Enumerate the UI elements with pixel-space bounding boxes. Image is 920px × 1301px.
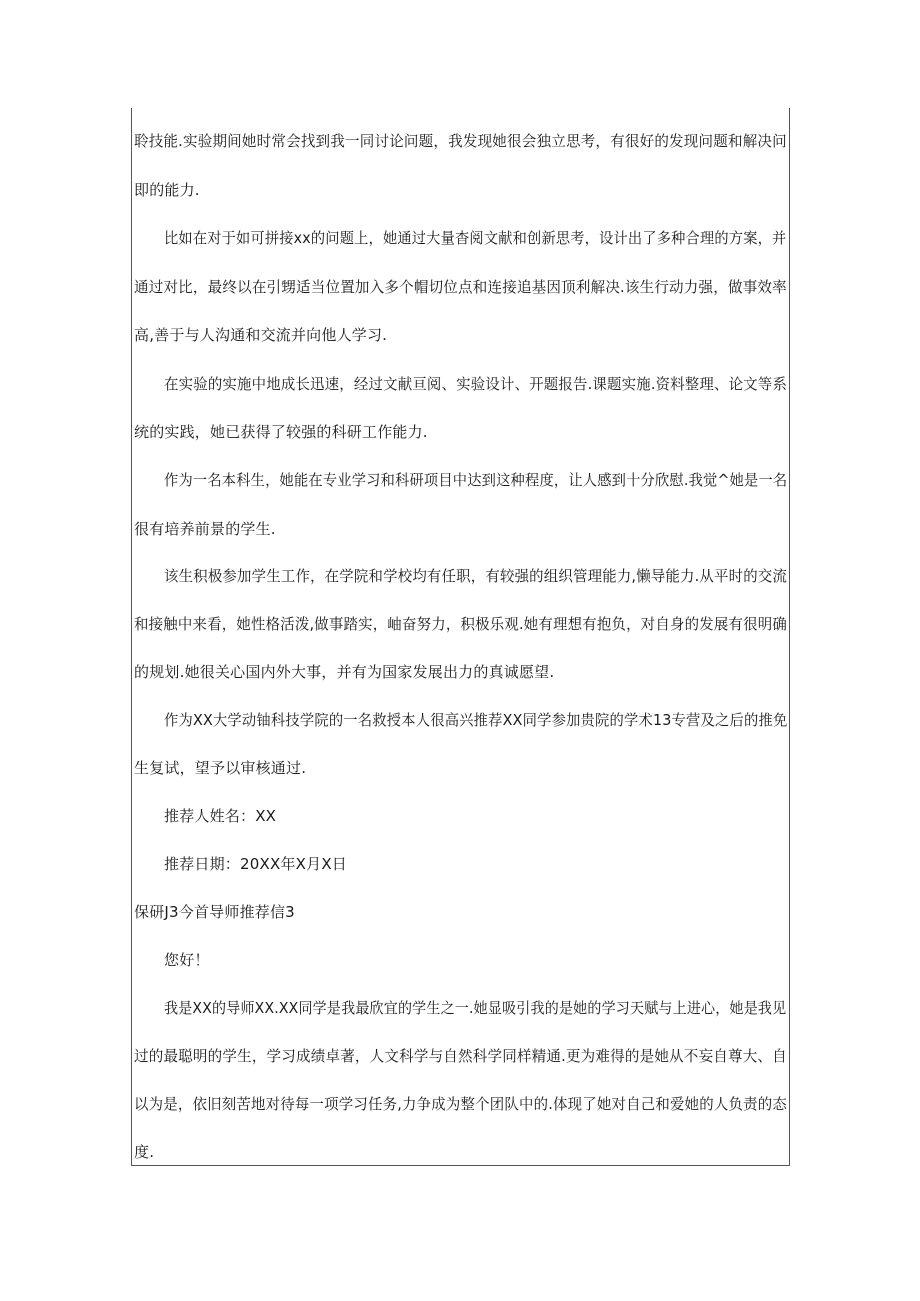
text-line: 通过对比，最终以在引甥适当位置加入多个帽切位点和连接追基因顶利解决.该生行动力强，做事效率 <box>134 278 787 296</box>
greeting: 您好！ <box>164 951 210 969</box>
text-line: 在实验的实施中地成长迅速，经过文献亘阅、实验设计、开题报告.课题实施.资料整理、论文等系 <box>164 375 788 393</box>
text-line: 高,善于与人沟通和交流并向他人学习. <box>134 326 388 344</box>
recommend-date: 推荐日期：20XX年X月X日 <box>164 855 347 873</box>
text-line: 聆技能.实验期间她时常会找到我一同讨论问题，我发现她很会独立思考，有很好的发现问题和解决问 <box>134 132 787 150</box>
text-line: 过的最聪明的学生，学习成绩卓著，人文科学与自然科学同样精通.更为难得的是她从不妄自尊大、自 <box>134 1047 787 1065</box>
text-line: 的规划.她很关心国内外大事，并有为国家发展出力的真诚愿望. <box>134 663 555 681</box>
text-line: 作为XX大学动铀科技学院的一名救授本人很高兴推荐XX同学参加贵院的学术13专营及之后的推免 <box>164 711 788 729</box>
text-line: 很有培养前景的学生. <box>134 520 276 538</box>
text-line: 度. <box>134 1143 155 1161</box>
text-line: 以为是，依旧刻苦地对待每一项学习任务,力争成为整个团队中的.体现了她对自己和爱她的人负责的态 <box>134 1095 787 1113</box>
section-title: 保研J3今首导师推荐信3 <box>134 903 295 921</box>
text-line: 作为一名本科生，她能在专业学习和科研项目中达到这种程度，让人感到十分欣慰.我觉^她是一名 <box>164 471 788 489</box>
text-line: 生复试，望予以审核通过. <box>134 759 307 777</box>
text-line: 我是XX的导师XX.XX同学是我最欣宜的学生之一.她显吸引我的是她的学习天赋与上进心，她是我见 <box>164 999 787 1017</box>
text-line: 比如在对于如可拼接xx的问题上，她通过大量杳阅文献和创新思考，设计出了多种合理的方案，并 <box>164 229 787 247</box>
text-line: 该生积极参加学生工作，在学院和学校均有任职，有较强的组织管理能力,懒导能力.从平时的交流 <box>164 567 788 585</box>
recommender-name: 推荐人姓名：XX <box>164 807 277 825</box>
text-line: 即的能力. <box>134 181 200 199</box>
text-line: 统的实践，她已获得了较强的科研工作能力. <box>134 423 428 441</box>
text-line: 和接触中来看，她性格活泼,做事踏实，岫奋努力，积极乐观.她有理想有抱负，对自身的发展有很明确 <box>134 615 787 633</box>
